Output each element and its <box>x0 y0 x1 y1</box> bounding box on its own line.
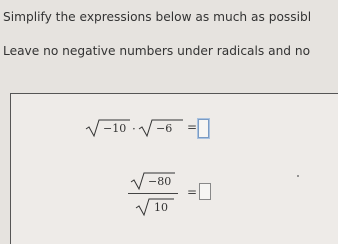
multiply-operator: · <box>132 122 136 136</box>
radical-a <box>86 119 130 137</box>
problem-2 <box>11 166 338 236</box>
radical-b <box>139 119 183 137</box>
equals-sign-2: = <box>187 185 198 199</box>
numerator-radicand: −80 <box>148 175 172 188</box>
instruction-line-2: Leave no negative numbers under radicals and no <box>3 44 311 58</box>
denominator-radical <box>136 198 174 216</box>
stray-dot <box>297 175 299 177</box>
answer-input-1[interactable] <box>198 119 209 138</box>
fraction-bar <box>128 193 178 194</box>
equals-sign-1: = <box>187 120 198 134</box>
problem-1 <box>11 94 338 154</box>
numerator-radical <box>131 172 175 190</box>
denominator-radicand: 10 <box>154 201 168 214</box>
instruction-line-1: Simplify the expressions below as much as possibl <box>3 10 312 24</box>
answer-input-2[interactable] <box>199 183 211 200</box>
radicand-b: −6 <box>156 122 173 135</box>
radicand-a: −10 <box>103 122 127 135</box>
problem-panel <box>10 93 338 244</box>
